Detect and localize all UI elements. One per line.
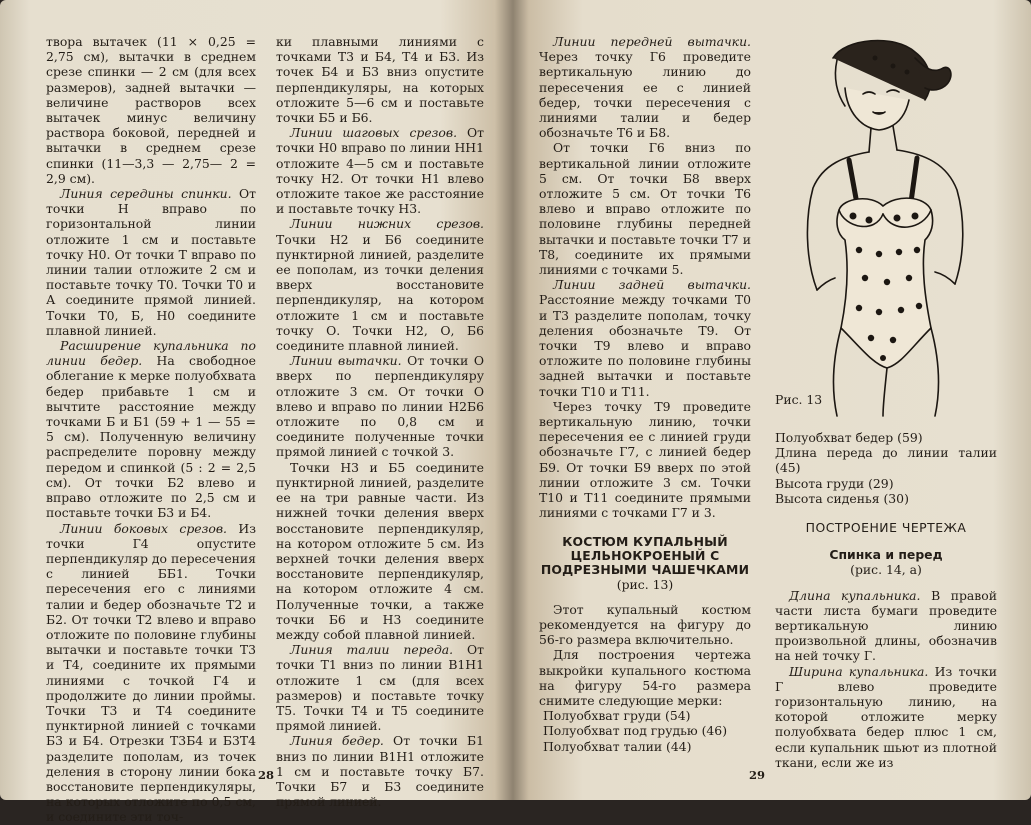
paragraph	[539, 602, 751, 648]
paragraph-text: В правой части листа бумаги проведите вертикальную линию произвольной длины, обозначив на ней точку Г.	[775, 587, 997, 664]
paragraph	[276, 353, 484, 459]
paragraph-text: Из точки Г4 опустите перпендикуляр до пересечения с линией ББ1. Точки пересечения его с линиями талии и бедер обозначьте Т2 и Б2. От точки Т2 влево и вправо отложите по половине глубины вытачки и поставьте точки Т3 и Т4, соедините их прямыми линиями с точкой Г4 и продолжите до линии проймы. Точки Т3 и Т4 соедините пунктирной линией с точками Б3 и Б4. Отрезки Т3Б4 и Б3Т4 разделите пополам, из точек деления в сторону линии бока восстановите перпендикуляры, на которых отложите по 0,5 см, и соедините эти точ-	[46, 520, 256, 825]
paragraph-lead: Ширина купальника.	[789, 663, 929, 679]
paragraph-text: Точки Н3 и Б5 соедините пунктирной линией, разделите ее на три равные части. Из нижней точки деления вверх восстановите перпендикуляр, на котором отложите 5 см. Из верхней точки деления вверх восстановите перпендикуляр, на котором отложите 4 см. Полученные точки, а также точки Б6 и Н3 соедините между собой плавной линией.	[276, 459, 484, 642]
paragraph-text: От точки Т1 вниз по линии В1Н1 отложите 1 см (для всех размеров) и поставьте точку Т5. Точки Т4 и Т5 соедините прямой линией.	[276, 642, 484, 734]
paragraph	[539, 277, 751, 399]
paragraph-text: На свободное облегание к мерке полуобхвата бедер прибавьте 1 см и вычтите расстояние между точками Б и Б1 (59 + 1 — 55 = 5 см). Полученную величину распределите поровну между передом и спинкой (5 : 2 = 2,5 см). От точки Б2 влево и вправо отложите по 2,5 см и поставьте точки Б3 и Б4.	[46, 353, 257, 521]
measure-item: Высота сиденья (30)	[775, 490, 909, 506]
paragraph-text: Для построения чертежа выкройки купального костюма на фигуру 54-го размера снимите следующие мерки:	[539, 647, 751, 708]
right-page-column-2	[775, 430, 997, 770]
paragraph-text: От точки Н0 вправо по линии НН1 отложите 4—5 см и поставьте точку Н2. От точки Н1 влево отложите такое же расстояние и поставьте точку Н3.	[276, 125, 485, 217]
paragraph	[46, 338, 256, 520]
garment-heading-ref: (рис. 13)	[616, 576, 674, 592]
paragraph	[539, 140, 751, 277]
measure-item: Полуобхват под грудью (46)	[543, 723, 728, 739]
paragraph	[539, 34, 751, 140]
measure-item: Высота груди (29)	[775, 475, 894, 491]
paragraph-text: От точки О вверх по перпендикуляру отложите 3 см. От точки О влево и вправо по линии Н2Б6 отложите по 0,8 см и соедините полученные точки прямой линией с точкой 3.	[276, 353, 484, 460]
paragraph-lead: Линии боковых срезов.	[60, 520, 228, 536]
paragraph-lead: Линии нижних срезов.	[290, 216, 484, 232]
measures-list-left	[539, 708, 751, 754]
paragraph-lead: Линии вытачки.	[290, 353, 402, 369]
paragraph-text: твора вытачек (11 × 0,25 = 2,75 см), вытачки в среднем срезе спинки — 2 см (для всех размеров), задней вытачки — величине растворов всех вытачек минус величину раствора боковой, передней и вытачки в среднем срезе спинки (11—3,3 — 2,75— 2 = 2,9 см).	[46, 34, 256, 186]
paragraph-lead: Расширение купальника по линии бедер.	[46, 338, 256, 369]
paragraph	[539, 647, 751, 708]
paragraph	[276, 733, 484, 809]
measure-item: Полуобхват бедер (59)	[775, 430, 923, 445]
paragraph	[46, 521, 256, 825]
left-page-column-1	[46, 34, 256, 825]
measure-item: Полуобхват груди (54)	[543, 708, 691, 724]
paragraph	[276, 125, 484, 216]
swimsuit-illustration	[775, 28, 997, 418]
paragraph	[46, 34, 256, 186]
paragraph	[276, 460, 484, 642]
paragraph-text: От точки Н вправо по горизонтальной линии отложите 1 см и поставьте точку Н0. От точки Т вправо по линии талии отложите 2 см и поставьте точку Т0. Точки Т0 и А соедините прямой линией. Точки Т0, Б, Н0 соедините плавной линией.	[46, 186, 256, 338]
paragraph-text: Точки Н2 и Б6 соедините пунктирной линией, разделите ее пополам, из точки деления вверх восстановите перпендикуляр, на котором отложите 1 см и поставьте точку О. Точки Н2, О, Б6 соедините плавной линией.	[276, 231, 484, 354]
paragraph-text: Через точку Т9 проведите вертикальную линию, точки пересечения ее с линией груди обозначьте Г7, с линией бедер Б9. От точки Б9 вверх по этой линии отложите 3 см. Точки Т10 и Т11 соедините прямыми линиями с точками Г7 и 3.	[539, 398, 751, 521]
left-page-column-2	[276, 34, 484, 809]
measure-item: Длина переда до линии талии (45)	[775, 445, 997, 476]
section-title: ПОСТРОЕНИЕ ЧЕРТЕЖА	[805, 520, 967, 536]
page-number-right: 29	[749, 768, 766, 782]
left-page	[0, 0, 513, 825]
measures-list-right	[775, 430, 997, 506]
right-page-column-1	[539, 34, 751, 754]
paragraph-text: От точки Б1 вниз по линии В1Н1 отложите 1 см и поставьте точку Б7. Точки Б7 и Б3 соедините прямой линией.	[276, 733, 485, 810]
subsection-title: Спинка и перед	[829, 547, 943, 563]
paragraph-lead: Линии задней вытачки.	[553, 277, 751, 293]
paragraph	[775, 588, 997, 664]
paragraph-text: Из точки Г влево проведите горизонтальную линию, на которой отложите мерку полуобхвата бедер плюс 1 см, если купальник шьют из плотной ткани, если же из	[775, 663, 998, 770]
paragraph-text: Через точку Г6 проведите вертикальную линию до пересечения ее с линией бедер, точки пересечения с линиями талии и бедер обозначьте Т6 и Б8.	[539, 49, 751, 141]
measure-item: Полуобхват талии (44)	[543, 738, 692, 754]
garment-heading: КОСТЮМ КУПАЛЬНЫЙ ЦЕЛЬНОКРОЕНЫЙ С ПОДРЕЗНЫМИ ЧАШЕЧКАМИ	[540, 533, 750, 577]
paragraph-lead: Линия середины спинки.	[60, 186, 232, 202]
right-page	[513, 0, 1031, 800]
paragraph	[775, 664, 997, 770]
paragraph	[276, 34, 484, 125]
paragraph-text: Расстояние между точками Т0 и Т3 разделите пополам, точку деления обозначьте Т9. От точки Т9 влево и вправо отложите по половине глубины задней вытачки и поставьте точки Т10 и Т11.	[539, 292, 751, 399]
paragraph-text: ки плавными линиями с точками Т3 и Б4, Т4 и Б3. Из точек Б4 и Б3 вниз опустите перпендикуляры, на которых отложите 5—6 см и поставьте точки Б5 и Б6.	[276, 34, 484, 126]
figure-caption: Рис. 13	[775, 392, 823, 407]
paragraph-lead: Линии передней вытачки.	[553, 34, 751, 49]
paragraph	[539, 399, 751, 521]
paragraph-lead: Линия бедер.	[290, 733, 384, 749]
paragraph-lead: Длина купальника.	[789, 587, 921, 603]
paragraph	[46, 186, 256, 338]
paragraph-text: Этот купальный костюм рекомендуется на фигуру до 56-го размера включительно.	[539, 601, 751, 648]
page-number-left: 28	[258, 768, 275, 782]
paragraph-text: От точки Г6 вниз по вертикальной линии отложите 5 см. От точки Б8 вверх отложите 5 см. От точки Т6 влево и вправо отложите по половине глубины передней вытачки и поставьте точки Т7 и Т8, соедините их прямыми линиями с точками 5.	[539, 140, 751, 278]
subsection-ref: (рис. 14, а)	[850, 562, 922, 578]
paragraph	[276, 216, 484, 353]
paragraph-lead: Линия талии переда.	[290, 642, 454, 658]
paragraph-lead: Линии шаговых срезов.	[290, 125, 458, 141]
paragraph	[276, 642, 484, 733]
